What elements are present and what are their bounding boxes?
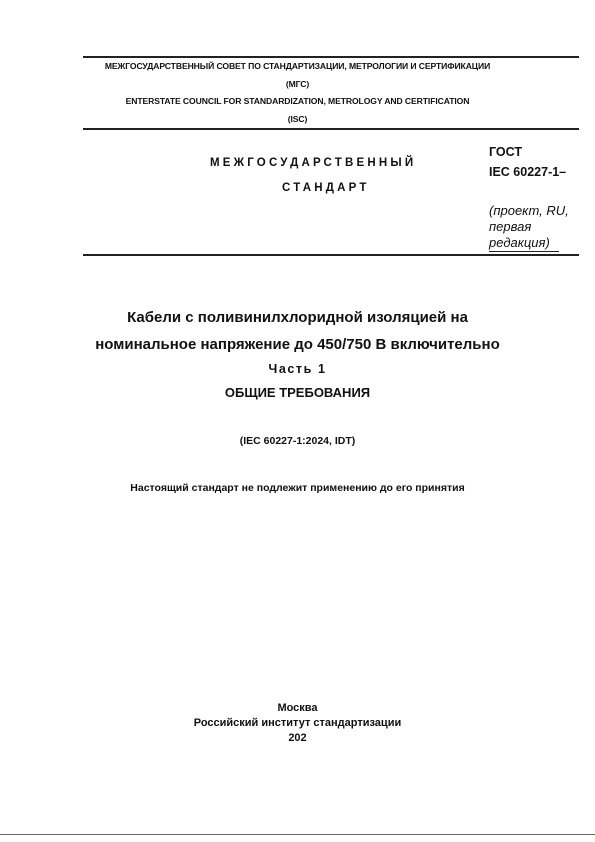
council-abbr-ru: (МГС): [285, 79, 310, 89]
council-name-en: ENTERSTATE COUNCIL FOR STANDARDIZATION, METROLOGY AND CERTIFICATION: [125, 96, 470, 106]
council-name-ru: МЕЖГОСУДАРСТВЕННЫЙ СОВЕТ ПО СТАНДАРТИЗАЦИИ, МЕТРОЛОГИИ И СЕРТИФИКАЦИИ: [104, 61, 491, 71]
header-rule: [83, 128, 579, 130]
draft-note-underline: [489, 251, 559, 252]
gost-number: IEC 60227-1–: [489, 165, 567, 179]
document-title-line1: Кабели с поливинилхлоридной изоляцией на: [127, 309, 468, 326]
part-label: Часть 1: [268, 362, 327, 376]
gost-label: ГОСТ: [489, 145, 522, 159]
publication-year: 202: [288, 732, 307, 744]
bottom-rule: [0, 834, 595, 835]
draft-note-line1: (проект, RU,: [489, 203, 569, 218]
status-notice: Настоящий стандарт не подлежит применению до его принятия: [130, 482, 465, 494]
top-rule: [83, 56, 579, 58]
document-subtitle: ОБЩИЕ ТРЕБОВАНИЯ: [224, 385, 371, 400]
draft-note-line2: первая: [489, 219, 532, 234]
council-abbr-en: (ISC): [287, 114, 308, 124]
document-title-line2: номинальное напряжение до 450/750 В включительно: [95, 336, 500, 353]
publisher-city: Москва: [277, 702, 318, 714]
standard-rule: [83, 254, 579, 256]
standard-kind-line1: МЕЖГОСУДАРСТВЕННЫЙ: [210, 157, 417, 169]
publisher-name: Российский институт стандартизации: [193, 717, 402, 729]
standard-reference: (IEC 60227-1:2024, IDT): [239, 435, 356, 447]
standard-kind-line2: СТАНДАРТ: [282, 182, 370, 194]
draft-note-line3: редакция): [489, 235, 550, 250]
